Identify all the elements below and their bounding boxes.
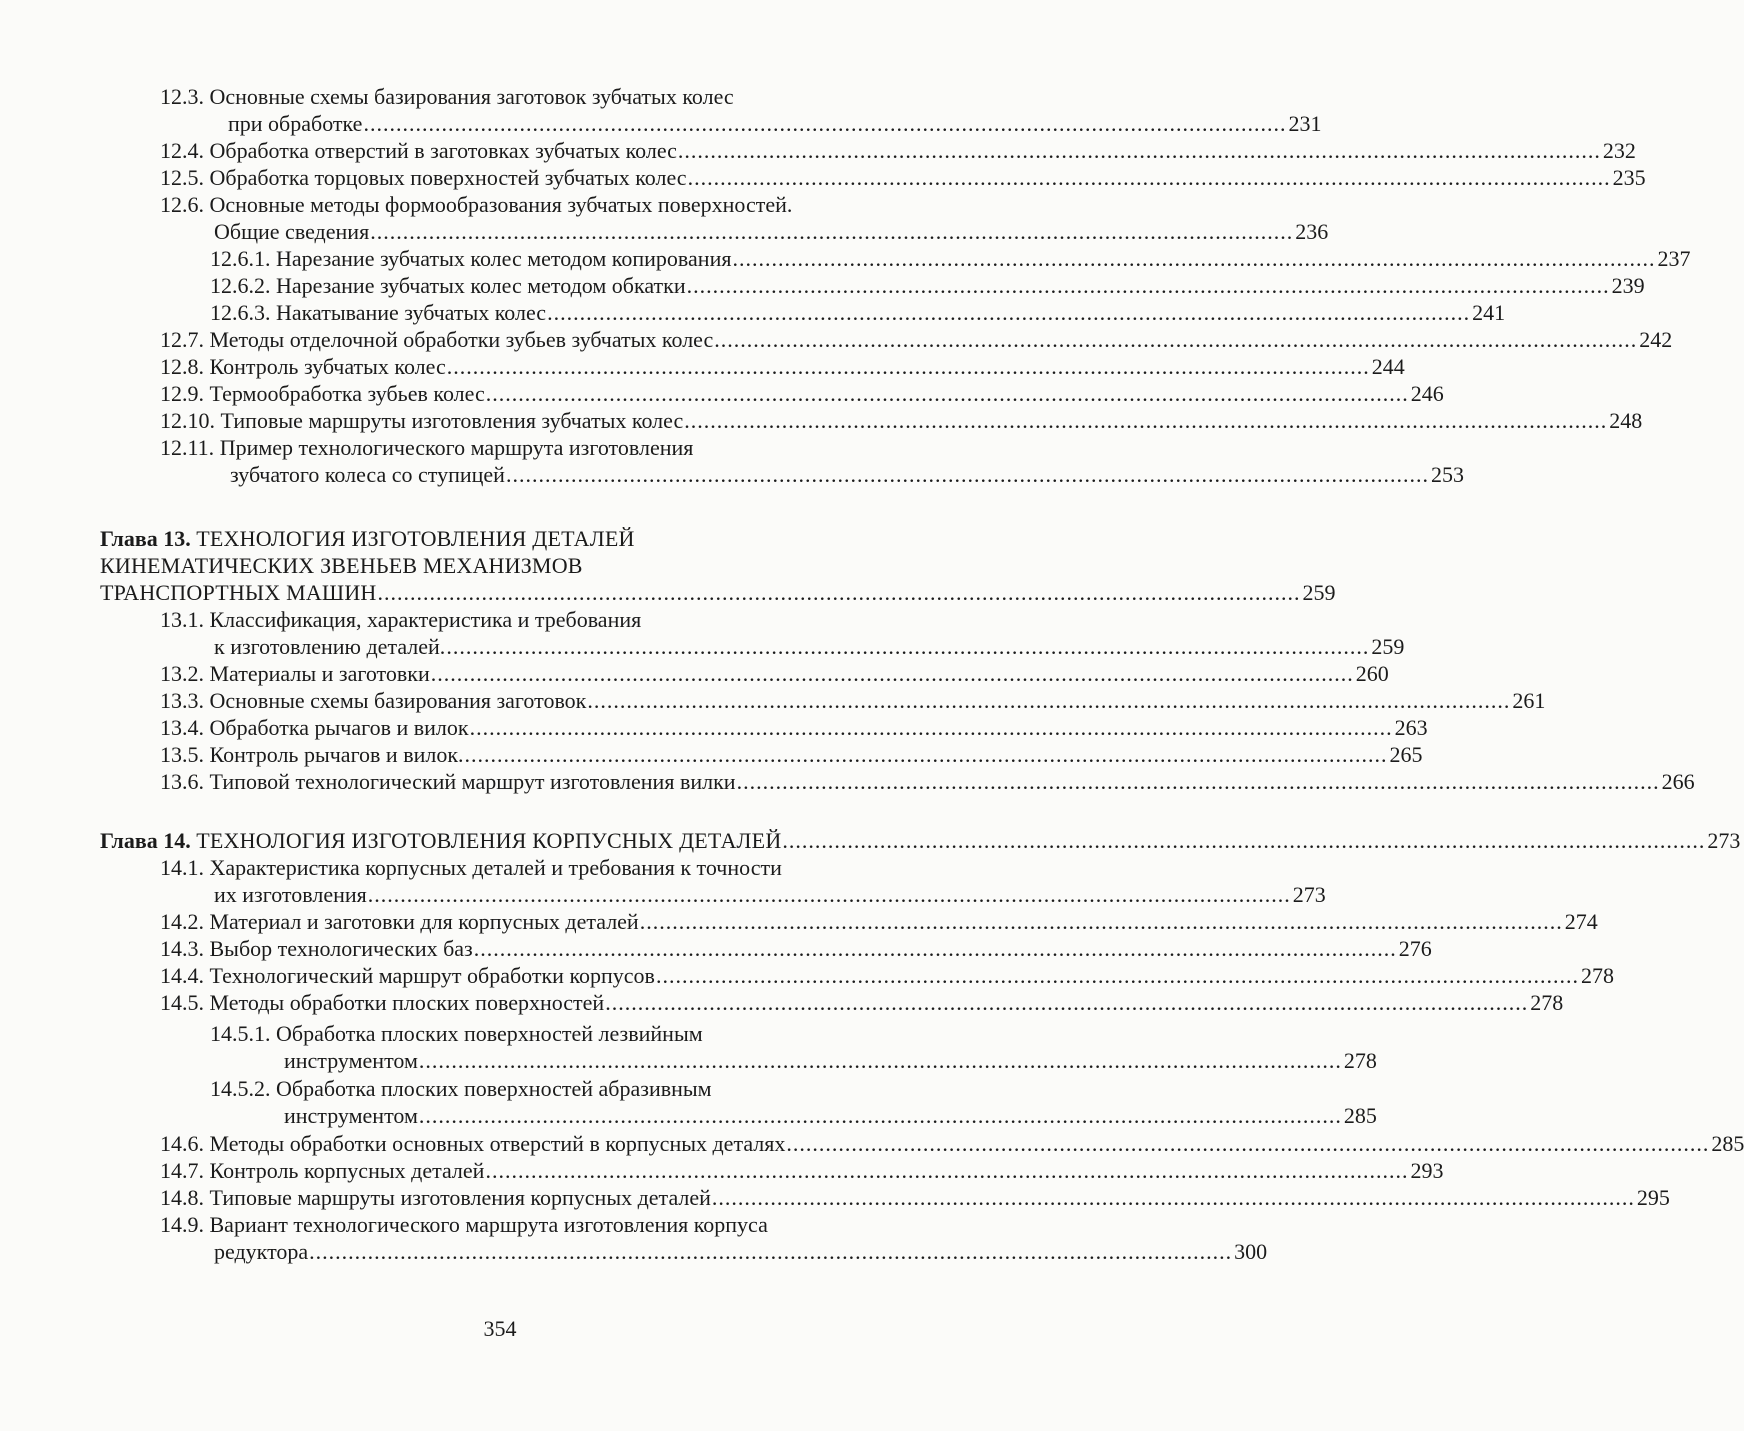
- dot-leader: ..............................................................................................................................................: [505, 462, 1429, 487]
- dot-leader: ..............................................................................................................................................: [736, 769, 1660, 794]
- toc-entry-14-1: [160, 855, 920, 881]
- entry-title: при обработке: [228, 111, 363, 136]
- page-number: 231: [1288, 111, 1322, 136]
- entry-number: 13.6.: [160, 769, 204, 794]
- toc-entry-12-9: [160, 381, 1444, 407]
- chapter-title: КИНЕМАТИЧЕСКИХ ЗВЕНЬЕВ МЕХАНИЗМОВ: [100, 553, 583, 578]
- page-number: 300: [1234, 1239, 1268, 1264]
- page-number: 278: [1580, 963, 1614, 988]
- dot-leader: ..............................................................................................................................................: [464, 742, 1388, 767]
- toc-entry-14-6: [160, 1131, 1744, 1157]
- toc-entry-14-1-cont: [214, 882, 1326, 908]
- entry-number: 14.6.: [160, 1131, 204, 1156]
- page-number: 248: [1609, 408, 1643, 433]
- entry-number: 13.1.: [160, 607, 204, 632]
- toc-entry-14-9-cont: [214, 1239, 1268, 1265]
- entry-number: 14.5.: [160, 990, 204, 1015]
- dot-leader: ..............................................................................................................................................: [711, 1185, 1635, 1210]
- page-number: 295: [1636, 1185, 1670, 1210]
- dot-leader: ..............................................................................................................................................: [367, 882, 1291, 907]
- chapter-13-heading: [100, 526, 920, 552]
- toc-entry-13-5: [160, 742, 1423, 768]
- entry-title: Обработка отверстий в заготовках зубчатых колес: [209, 138, 677, 163]
- toc-entry-14-5-1: [210, 1021, 920, 1047]
- entry-title: Вариант технологического маршрута изготовления корпуса: [209, 1212, 768, 1237]
- toc-entry-12-4: [160, 138, 1636, 164]
- entry-number: 14.2.: [160, 909, 204, 934]
- entry-title: Типовые маршруты изготовления корпусных деталей: [209, 1185, 711, 1210]
- page-folio: 354: [483, 1316, 517, 1341]
- entry-number: 12.6.2.: [210, 273, 271, 298]
- page-number: 259: [1371, 634, 1405, 659]
- page-number: 241: [1472, 300, 1506, 325]
- entry-number: 12.8.: [160, 354, 204, 379]
- page-number: 235: [1612, 165, 1646, 190]
- chapter-label: Глава 14.: [100, 828, 191, 853]
- page-number: 253: [1430, 462, 1464, 487]
- dot-leader: ..............................................................................................................................................: [687, 165, 1611, 190]
- toc-entry-14-2: [160, 909, 1598, 935]
- dot-leader: ..............................................................................................................................................: [686, 273, 1610, 298]
- toc-entry-12-3: [160, 84, 920, 110]
- chapter-title: ТЕХНОЛОГИЯ ИЗГОТОВЛЕНИЯ КОРПУСНЫХ ДЕТАЛЕЙ: [196, 828, 782, 853]
- toc-entry-12-6-3: [210, 300, 1506, 326]
- page-number: 274: [1564, 909, 1598, 934]
- entry-number: 13.4.: [160, 715, 204, 740]
- toc-entry-12-6-2: [210, 273, 1645, 299]
- entry-title: Методы отделочной обработки зубьев зубчатых колес: [209, 327, 714, 352]
- toc-entry-12-11-cont: [230, 462, 1464, 488]
- entry-title: Общие сведения: [214, 219, 370, 244]
- entry-number: 12.10.: [160, 408, 215, 433]
- entry-title: к изготовлению деталей.: [214, 634, 446, 659]
- entry-number: 12.6.3.: [210, 300, 271, 325]
- entry-number: 12.11.: [160, 435, 215, 460]
- page-number: 232: [1602, 138, 1636, 163]
- entry-title: Типовой технологический маршрут изготовления вилки: [209, 769, 736, 794]
- entry-title: Материал и заготовки для корпусных деталей: [209, 909, 639, 934]
- dot-leader: ..............................................................................................................................................: [370, 219, 1294, 244]
- page-number: 260: [1355, 661, 1389, 686]
- dot-leader: ..............................................................................................................................................: [363, 111, 1287, 136]
- entry-title: зубчатого колеса со ступицей: [230, 462, 505, 487]
- entry-title: Характеристика корпусных деталей и требования к точности: [209, 855, 782, 880]
- entry-number: 12.4.: [160, 138, 204, 163]
- entry-title: Обработка плоских поверхностей лезвийным: [276, 1021, 703, 1046]
- entry-number: 14.1.: [160, 855, 204, 880]
- entry-title: Термообработка зубьев колес: [209, 381, 485, 406]
- entry-title: Основные схемы базирования заготовок зубчатых колес: [209, 84, 734, 109]
- dot-leader: ..............................................................................................................................................: [677, 138, 1601, 163]
- chapter-13-heading-cont: [100, 553, 920, 579]
- page-number: 236: [1295, 219, 1329, 244]
- dot-leader: ..............................................................................................................................................: [732, 246, 1656, 271]
- dot-leader: ..............................................................................................................................................: [446, 634, 1370, 659]
- entry-number: 14.5.1.: [210, 1021, 271, 1046]
- entry-number: 12.9.: [160, 381, 204, 406]
- entry-title: Контроль рычагов и вилок.: [209, 742, 464, 767]
- dot-leader: ..............................................................................................................................................: [469, 715, 1393, 740]
- chapter-13-heading-cont: [100, 580, 1336, 606]
- dot-leader: ..............................................................................................................................................: [377, 580, 1301, 605]
- entry-title: Выбор технологических баз: [209, 936, 473, 961]
- toc-entry-12-6: [160, 192, 920, 218]
- toc-entry-14-9: [160, 1212, 920, 1238]
- toc-entry-13-4: [160, 715, 1428, 741]
- page-number: 285: [1343, 1103, 1377, 1128]
- page-number: 266: [1661, 769, 1695, 794]
- entry-title: Обработка торцовых поверхностей зубчатых колес: [209, 165, 687, 190]
- entry-number: 14.8.: [160, 1185, 204, 1210]
- entry-title: инструментом: [284, 1103, 418, 1128]
- toc-entry-14-5-2-cont: [284, 1103, 1377, 1129]
- dot-leader: ..............................................................................................................................................: [786, 1131, 1710, 1156]
- toc-entry-14-3: [160, 936, 1432, 962]
- page-number: 261: [1512, 688, 1546, 713]
- entry-number: 14.9.: [160, 1212, 204, 1237]
- entry-title: Пример технологического маршрута изготовления: [219, 435, 694, 460]
- dot-leader: ..............................................................................................................................................: [485, 381, 1409, 406]
- entry-number: 14.7.: [160, 1158, 204, 1183]
- toc-entry-14-7: [160, 1158, 1444, 1184]
- entry-number: 13.3.: [160, 688, 204, 713]
- toc-entry-13-1: [160, 607, 920, 633]
- toc-entry-14-8: [160, 1185, 1670, 1211]
- entry-title: Технологический маршрут обработки корпусов: [209, 963, 655, 988]
- entry-title: Обработка рычагов и вилок: [209, 715, 469, 740]
- toc-entry-13-6: [160, 769, 1695, 795]
- entry-number: 13.2.: [160, 661, 204, 686]
- entry-title: Нарезание зубчатых колес методом копирования: [276, 246, 732, 271]
- page-number: 237: [1657, 246, 1691, 271]
- entry-number: 12.3.: [160, 84, 204, 109]
- entry-title: их изготовления: [214, 882, 367, 907]
- page-number: 293: [1410, 1158, 1444, 1183]
- page-number: 273: [1292, 882, 1326, 907]
- entry-number: 14.4.: [160, 963, 204, 988]
- toc-entry-14-5-1-cont: [284, 1048, 1377, 1074]
- toc-entry-13-3: [160, 688, 1546, 714]
- toc-entry-13-2: [160, 661, 1389, 687]
- entry-title: Материалы и заготовки: [209, 661, 430, 686]
- entry-title: Типовые маршруты изготовления зубчатых колес: [220, 408, 684, 433]
- dot-leader: ..............................................................................................................................................: [587, 688, 1511, 713]
- page-number: 276: [1398, 936, 1432, 961]
- entry-number: 12.5.: [160, 165, 204, 190]
- dot-leader: ..............................................................................................................................................: [430, 661, 1354, 686]
- page-number: 242: [1639, 327, 1673, 352]
- toc-entry-12-3-cont: [228, 111, 1322, 137]
- page-number: 246: [1410, 381, 1444, 406]
- toc-entry-12-8: [160, 354, 1405, 380]
- page-number: 278: [1530, 990, 1564, 1015]
- toc-entry-14-4: [160, 963, 1614, 989]
- dot-leader: ..............................................................................................................................................: [446, 354, 1370, 379]
- page-number: 244: [1371, 354, 1405, 379]
- dot-leader: ..............................................................................................................................................: [605, 990, 1529, 1015]
- entry-title: Классификация, характеристика и требования: [209, 607, 642, 632]
- toc-entry-12-6-1: [210, 246, 1691, 272]
- page-number: 285: [1711, 1131, 1744, 1156]
- dot-leader: ..............................................................................................................................................: [714, 327, 1638, 352]
- chapter-title: ТЕХНОЛОГИЯ ИЗГОТОВЛЕНИЯ ДЕТАЛЕЙ: [196, 526, 635, 551]
- page-number: 263: [1394, 715, 1428, 740]
- entry-number: 12.6.: [160, 192, 204, 217]
- toc-entry-14-5: [160, 990, 1564, 1016]
- dot-leader: ..............................................................................................................................................: [547, 300, 1471, 325]
- entry-title: Контроль зубчатых колес: [209, 354, 446, 379]
- dot-leader: ..............................................................................................................................................: [639, 909, 1563, 934]
- entry-title: Методы обработки плоских поверхностей: [209, 990, 605, 1015]
- entry-title: Методы обработки основных отверстий в корпусных деталях: [209, 1131, 786, 1156]
- toc-entry-12-6-cont: [214, 219, 1329, 245]
- page-number: 239: [1611, 273, 1645, 298]
- entry-number: 14.3.: [160, 936, 204, 961]
- dot-leader: ..............................................................................................................................................: [309, 1239, 1233, 1264]
- entry-number: 12.6.1.: [210, 246, 271, 271]
- toc-entry-12-10: [160, 408, 1643, 434]
- dot-leader: ..............................................................................................................................................: [418, 1048, 1342, 1073]
- dot-leader: ..............................................................................................................................................: [655, 963, 1579, 988]
- chapter-label: Глава 13.: [100, 526, 191, 551]
- dot-leader: ..............................................................................................................................................: [684, 408, 1608, 433]
- toc-entry-12-5: [160, 165, 1646, 191]
- entry-title: редуктора: [214, 1239, 309, 1264]
- entry-title: Нарезание зубчатых колес методом обкатки: [276, 273, 686, 298]
- dot-leader: ..............................................................................................................................................: [473, 936, 1397, 961]
- page-number: 278: [1343, 1048, 1377, 1073]
- page-number: 259: [1302, 580, 1336, 605]
- toc-entry-12-11: [160, 435, 920, 461]
- entry-number: 13.5.: [160, 742, 204, 767]
- entry-number: 12.7.: [160, 327, 204, 352]
- toc-entry-12-7: [160, 327, 1673, 353]
- dot-leader: ..............................................................................................................................................: [782, 828, 1706, 853]
- toc-entry-14-5-2: [210, 1076, 920, 1102]
- toc-entry-13-1-cont: [214, 634, 1405, 660]
- page-number: 273: [1707, 828, 1741, 853]
- entry-title: Основные методы формообразования зубчатых поверхностей.: [209, 192, 793, 217]
- entry-title: Накатывание зубчатых колес: [276, 300, 547, 325]
- entry-title: Обработка плоских поверхностей абразивным: [276, 1076, 712, 1101]
- dot-leader: ..............................................................................................................................................: [418, 1103, 1342, 1128]
- page-number: 265: [1389, 742, 1423, 767]
- entry-number: 14.5.2.: [210, 1076, 271, 1101]
- dot-leader: ..............................................................................................................................................: [485, 1158, 1409, 1183]
- entry-title: инструментом: [284, 1048, 418, 1073]
- entry-title: Контроль корпусных деталей: [209, 1158, 485, 1183]
- chapter-14-heading: [100, 828, 1741, 854]
- entry-title: Основные схемы базирования заготовок: [209, 688, 587, 713]
- chapter-title: ТРАНСПОРТНЫХ МАШИН: [100, 580, 377, 605]
